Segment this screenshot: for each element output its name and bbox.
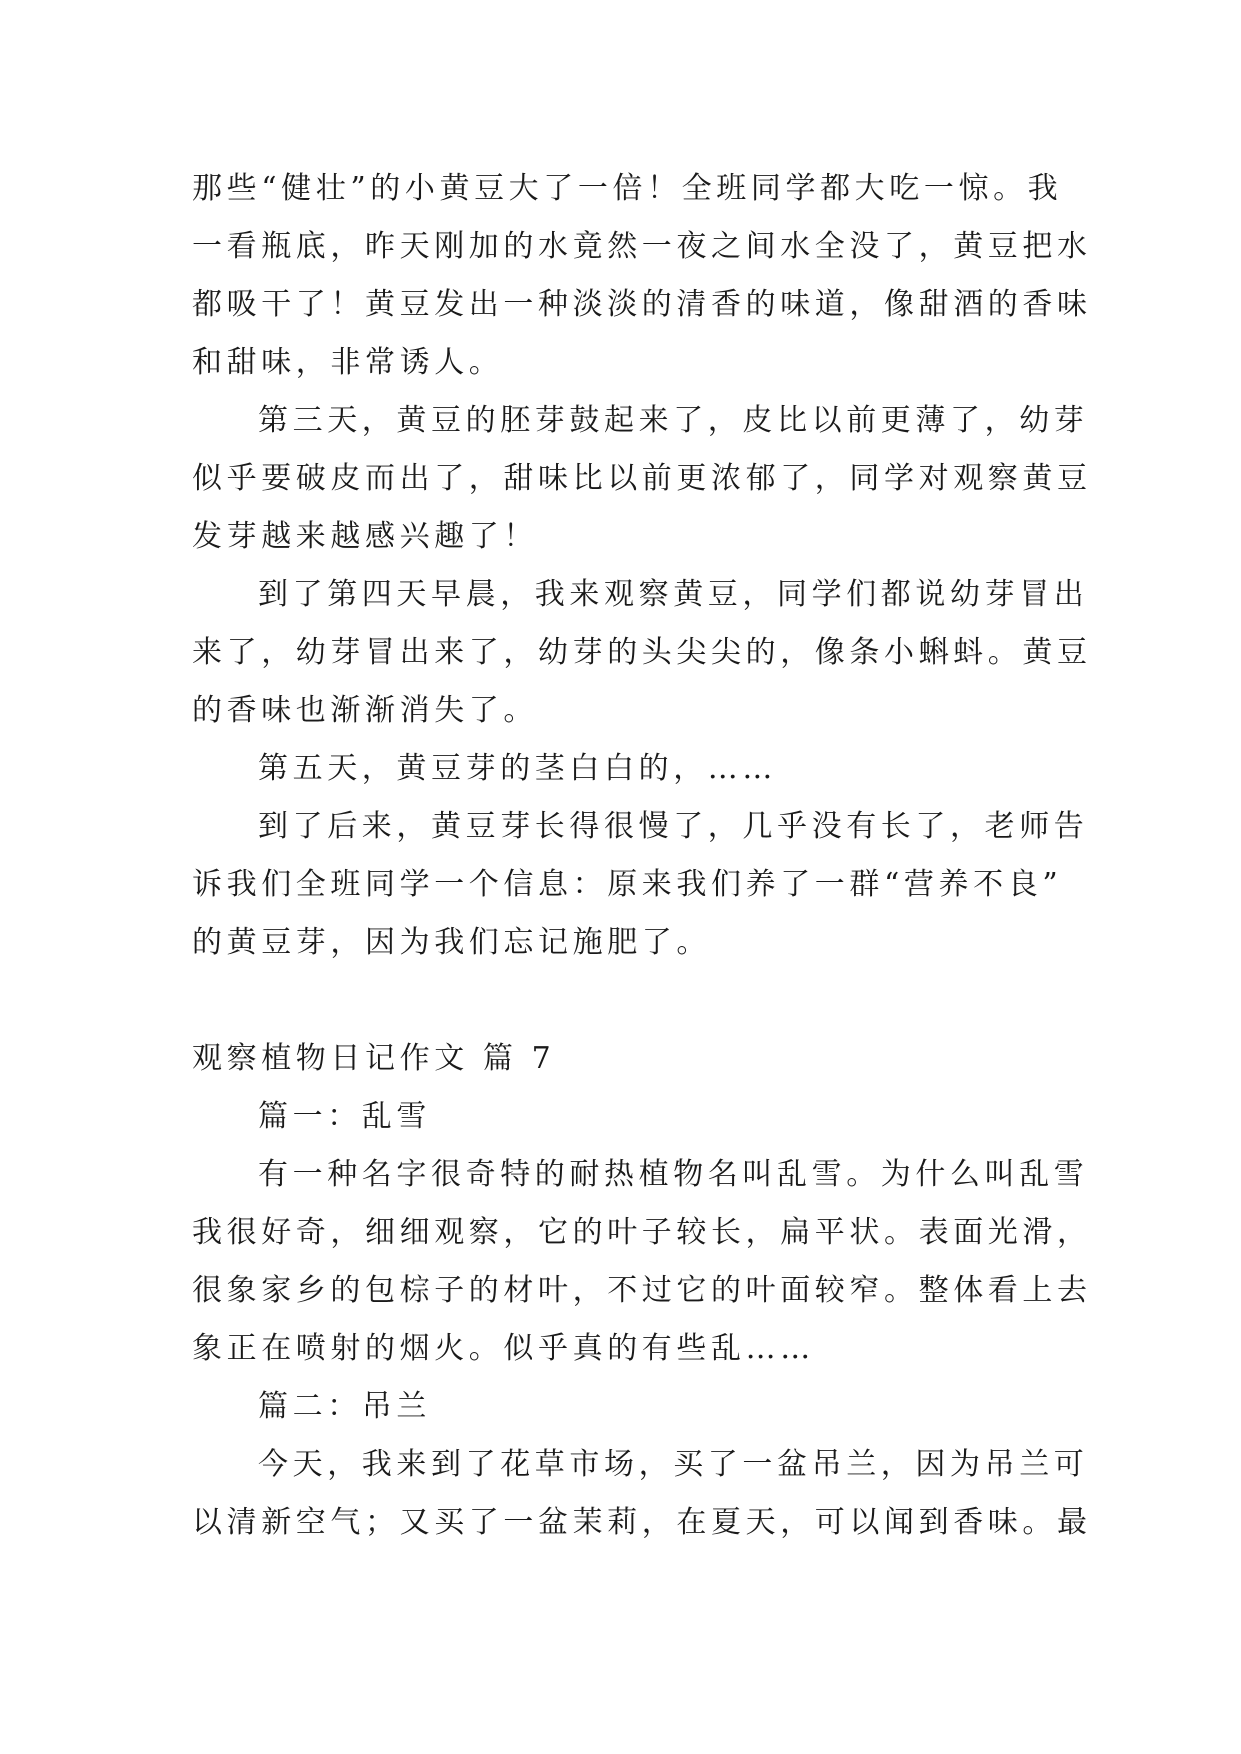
paragraph-line: 我很好奇，细细观察，它的叶子较长，扁平状。表面光滑， [192, 1215, 1092, 1250]
paragraph-line: 的香味也渐渐消失了。 [192, 693, 538, 728]
paragraph-line: 以清新空气；又买了一盆茉莉，在夏天，可以闻到香味。最 [192, 1505, 1092, 1540]
paragraph-line: 的黄豆芽，因为我们忘记施肥了。 [192, 925, 711, 960]
paragraph-line: 有一种名字很奇特的耐热植物名叫乱雪。为什么叫乱雪 [258, 1157, 1089, 1192]
document-body [192, 160, 1092, 1552]
paragraph-line: 发芽越来越感兴趣了！ [192, 519, 538, 554]
paragraph-line: 到了第四天早晨，我来观察黄豆，同学们都说幼芽冒出 [258, 577, 1089, 612]
paragraph-line: 今天，我来到了花草市场，买了一盆吊兰，因为吊兰可 [258, 1447, 1089, 1482]
section-heading: 观察植物日记作文 篇 7 [192, 1041, 556, 1076]
paragraph-line: 第三天，黄豆的胚芽鼓起来了，皮比以前更薄了，幼芽 [258, 403, 1089, 438]
subheading-line: 篇二：吊兰 [258, 1389, 431, 1424]
subheading-line: 篇一：乱雪 [258, 1099, 431, 1134]
paragraph-line: 很象家乡的包棕子的材叶，不过它的叶面较窄。整体看上去 [192, 1273, 1092, 1308]
paragraph-line: 象正在喷射的烟火。似乎真的有些乱…… [192, 1331, 815, 1366]
section-soybean-diary [192, 160, 1092, 972]
paragraph-line: 诉我们全班同学一个信息：原来我们养了一群“营养不良” [192, 867, 1063, 902]
paragraph-line: 都吸干了！黄豆发出一种淡淡的清香的味道，像甜酒的香味 [192, 287, 1092, 322]
paragraph-line: 到了后来，黄豆芽长得很慢了，几乎没有长了，老师告 [258, 809, 1089, 844]
paragraph-line: 来了，幼芽冒出来了，幼芽的头尖尖的，像条小蝌蚪。黄豆 [192, 635, 1092, 670]
paragraph-line: 和甜味，非常诱人。 [192, 345, 504, 380]
paragraph-line: 一看瓶底，昨天刚加的水竟然一夜之间水全没了，黄豆把水 [192, 229, 1092, 264]
paragraph-line: 似乎要破皮而出了，甜味比以前更浓郁了，同学对观察黄豆 [192, 461, 1092, 496]
paragraph-line: 第五天，黄豆芽的茎白白的，…… [258, 751, 777, 786]
section-plant-diary [192, 1088, 1092, 1552]
paragraph-line: 那些“健壮”的小黄豆大了一倍！全班同学都大吃一惊。我 [192, 171, 1063, 206]
